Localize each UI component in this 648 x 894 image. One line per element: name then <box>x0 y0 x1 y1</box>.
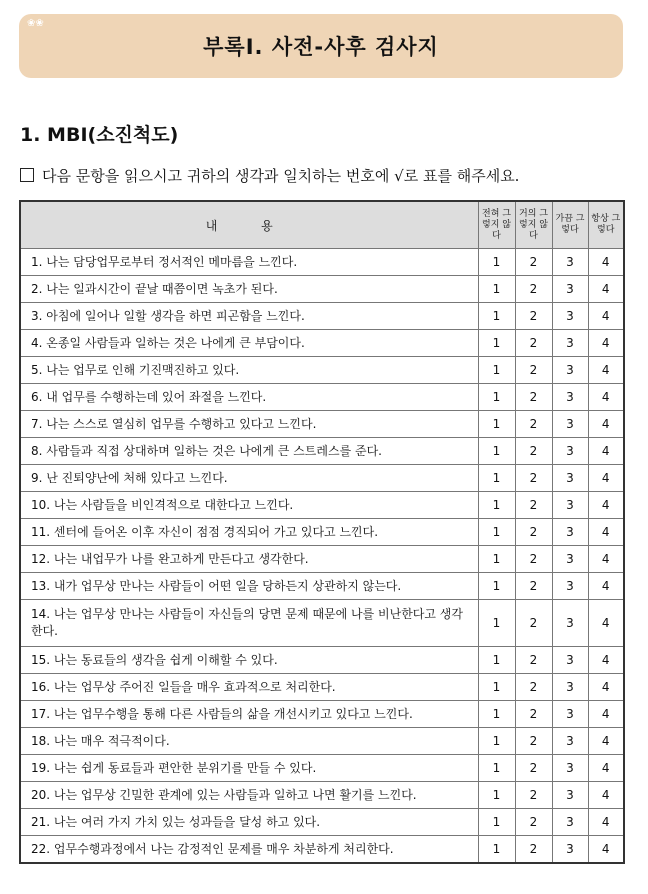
answer-option[interactable]: 3 <box>552 674 588 701</box>
answer-option[interactable]: 4 <box>588 519 624 546</box>
answer-option[interactable]: 1 <box>478 600 515 647</box>
answer-option[interactable]: 3 <box>552 519 588 546</box>
question-text: 5. 나는 업무로 인해 기진맥진하고 있다. <box>20 357 478 384</box>
section-title: 1. MBI(소진척도) <box>20 124 179 146</box>
question-text: 9. 난 진퇴양난에 처해 있다고 느낀다. <box>20 465 478 492</box>
answer-option[interactable]: 4 <box>588 573 624 600</box>
question-text: 8. 사람들과 직접 상대하며 일하는 것은 나에게 큰 스트레스를 준다. <box>20 438 478 465</box>
question-text: 22. 업무수행과정에서 나는 감정적인 문제를 매우 차분하게 처리한다. <box>20 836 478 864</box>
answer-option[interactable]: 3 <box>552 411 588 438</box>
table-row <box>20 674 624 701</box>
answer-option[interactable]: 4 <box>588 546 624 573</box>
answer-option[interactable]: 2 <box>515 573 552 600</box>
title-banner <box>19 14 623 78</box>
answer-option[interactable]: 3 <box>552 357 588 384</box>
answer-option[interactable]: 3 <box>552 728 588 755</box>
answer-option[interactable]: 4 <box>588 674 624 701</box>
answer-option[interactable]: 3 <box>552 330 588 357</box>
question-text: 6. 내 업무를 수행하는데 있어 좌절을 느낀다. <box>20 384 478 411</box>
answer-option[interactable]: 4 <box>588 701 624 728</box>
answer-option[interactable]: 3 <box>552 303 588 330</box>
question-text: 10. 나는 사람들을 비인격적으로 대한다고 느낀다. <box>20 492 478 519</box>
table-row <box>20 728 624 755</box>
answer-option[interactable]: 1 <box>478 492 515 519</box>
answer-option[interactable]: 4 <box>588 384 624 411</box>
answer-option[interactable]: 4 <box>588 357 624 384</box>
answer-option[interactable]: 3 <box>552 809 588 836</box>
table-row <box>20 249 624 276</box>
content-header: 내 용 <box>20 201 478 249</box>
answer-option[interactable]: 4 <box>588 249 624 276</box>
question-text: 7. 나는 스스로 열심히 업무를 수행하고 있다고 느낀다. <box>20 411 478 438</box>
table-row <box>20 600 624 647</box>
answer-option[interactable]: 4 <box>588 600 624 647</box>
answer-option[interactable]: 1 <box>478 809 515 836</box>
table-row <box>20 276 624 303</box>
question-text: 18. 나는 매우 적극적이다. <box>20 728 478 755</box>
answer-option[interactable]: 2 <box>515 809 552 836</box>
checkbox-icon <box>20 168 34 182</box>
answer-option[interactable]: 2 <box>515 519 552 546</box>
answer-option[interactable]: 1 <box>478 357 515 384</box>
answer-option[interactable]: 1 <box>478 384 515 411</box>
answer-option[interactable]: 1 <box>478 728 515 755</box>
table-row <box>20 782 624 809</box>
answer-option[interactable]: 4 <box>588 782 624 809</box>
question-text: 4. 온종일 사람들과 일하는 것은 나에게 큰 부담이다. <box>20 330 478 357</box>
answer-option[interactable]: 2 <box>515 411 552 438</box>
question-text: 15. 나는 동료들의 생각을 쉽게 이해할 수 있다. <box>20 647 478 674</box>
answer-option[interactable]: 3 <box>552 573 588 600</box>
answer-option[interactable]: 3 <box>552 384 588 411</box>
question-text: 21. 나는 여러 가지 가치 있는 성과들을 달성 하고 있다. <box>20 809 478 836</box>
question-text: 11. 센터에 들어온 이후 자신이 점점 경직되어 가고 있다고 느낀다. <box>20 519 478 546</box>
instruction-text: 다음 문항을 읽으시고 귀하의 생각과 일치하는 번호에 √로 표를 해주세요. <box>42 167 520 185</box>
answer-option[interactable]: 2 <box>515 357 552 384</box>
answer-option[interactable]: 2 <box>515 701 552 728</box>
answer-option[interactable]: 3 <box>552 836 588 864</box>
answer-option[interactable]: 4 <box>588 330 624 357</box>
answer-option[interactable]: 1 <box>478 303 515 330</box>
answer-option[interactable]: 1 <box>478 465 515 492</box>
answer-option[interactable]: 2 <box>515 276 552 303</box>
question-text: 19. 나는 쉽게 동료들과 편안한 분위기를 만들 수 있다. <box>20 755 478 782</box>
answer-option[interactable]: 2 <box>515 674 552 701</box>
question-text: 1. 나는 담당업무로부터 정서적인 메마름을 느낀다. <box>20 249 478 276</box>
table-row <box>20 573 624 600</box>
table-row <box>20 755 624 782</box>
answer-option[interactable]: 2 <box>515 782 552 809</box>
answer-option[interactable]: 4 <box>588 492 624 519</box>
scale-header: 가끔 그렇다 <box>552 201 588 249</box>
answer-option[interactable]: 4 <box>588 728 624 755</box>
answer-option[interactable]: 4 <box>588 438 624 465</box>
table-row <box>20 647 624 674</box>
answer-option[interactable]: 4 <box>588 465 624 492</box>
answer-option[interactable]: 3 <box>552 755 588 782</box>
scale-header: 항상 그렇다 <box>588 201 624 249</box>
question-text: 13. 내가 업무상 만나는 사람들이 어떤 일을 당하든지 상관하지 않는다. <box>20 573 478 600</box>
page-title: 부록Ⅰ. 사전-사후 검사지 <box>203 35 439 59</box>
answer-option[interactable]: 1 <box>478 836 515 864</box>
table-row <box>20 303 624 330</box>
answer-option[interactable]: 4 <box>588 647 624 674</box>
answer-option[interactable]: 1 <box>478 674 515 701</box>
table-row <box>20 546 624 573</box>
answer-option[interactable]: 3 <box>552 249 588 276</box>
answer-option[interactable]: 2 <box>515 303 552 330</box>
answer-option[interactable]: 3 <box>552 701 588 728</box>
answer-option[interactable]: 2 <box>515 600 552 647</box>
instruction <box>20 165 519 186</box>
table-row <box>20 465 624 492</box>
question-text: 20. 나는 업무상 긴밀한 관계에 있는 사람들과 일하고 나면 활기를 느낀다. <box>20 782 478 809</box>
answer-option[interactable]: 1 <box>478 647 515 674</box>
answer-option[interactable]: 2 <box>515 249 552 276</box>
answer-option[interactable]: 1 <box>478 519 515 546</box>
answer-option[interactable]: 3 <box>552 600 588 647</box>
table-row <box>20 330 624 357</box>
question-text: 12. 나는 내업무가 나를 완고하게 만든다고 생각한다. <box>20 546 478 573</box>
table-row <box>20 411 624 438</box>
answer-option[interactable]: 1 <box>478 411 515 438</box>
question-text: 17. 나는 업무수행을 통해 다른 사람들의 삶을 개선시키고 있다고 느낀다. <box>20 701 478 728</box>
table-row <box>20 384 624 411</box>
answer-option[interactable]: 3 <box>552 782 588 809</box>
question-text: 2. 나는 일과시간이 끝날 때쯤이면 녹초가 된다. <box>20 276 478 303</box>
scale-header: 거의 그렇지 않다 <box>515 201 552 249</box>
answer-option[interactable]: 4 <box>588 836 624 864</box>
answer-option[interactable]: 2 <box>515 438 552 465</box>
answer-option[interactable]: 4 <box>588 411 624 438</box>
answer-option[interactable]: 2 <box>515 647 552 674</box>
answer-option[interactable]: 2 <box>515 465 552 492</box>
answer-option[interactable]: 3 <box>552 465 588 492</box>
table-row <box>20 809 624 836</box>
answer-option[interactable]: 1 <box>478 276 515 303</box>
table-row <box>20 701 624 728</box>
answer-option[interactable]: 2 <box>515 836 552 864</box>
answer-option[interactable]: 2 <box>515 384 552 411</box>
scale-header: 전혀 그렇지 않다 <box>478 201 515 249</box>
table-row <box>20 357 624 384</box>
survey-table <box>19 200 625 864</box>
answer-option[interactable]: 4 <box>588 303 624 330</box>
answer-option[interactable]: 4 <box>588 276 624 303</box>
answer-option[interactable]: 2 <box>515 492 552 519</box>
table-header-row <box>20 201 624 249</box>
answer-option[interactable]: 1 <box>478 573 515 600</box>
table-row <box>20 492 624 519</box>
logo-icon: ❀❀ <box>27 18 44 29</box>
table-row <box>20 836 624 864</box>
answer-option[interactable]: 2 <box>515 546 552 573</box>
answer-option[interactable]: 1 <box>478 330 515 357</box>
table-row <box>20 519 624 546</box>
answer-option[interactable]: 4 <box>588 809 624 836</box>
answer-option[interactable]: 1 <box>478 701 515 728</box>
answer-option[interactable]: 1 <box>478 546 515 573</box>
answer-option[interactable]: 1 <box>478 755 515 782</box>
answer-option[interactable]: 3 <box>552 438 588 465</box>
answer-option[interactable]: 2 <box>515 728 552 755</box>
question-text: 3. 아침에 일어나 일할 생각을 하면 피곤함을 느낀다. <box>20 303 478 330</box>
answer-option[interactable]: 4 <box>588 755 624 782</box>
answer-option[interactable]: 1 <box>478 438 515 465</box>
question-text: 16. 나는 업무상 주어진 일들을 매우 효과적으로 처리한다. <box>20 674 478 701</box>
answer-option[interactable]: 3 <box>552 492 588 519</box>
answer-option[interactable]: 3 <box>552 546 588 573</box>
table-row <box>20 438 624 465</box>
answer-option[interactable]: 2 <box>515 755 552 782</box>
answer-option[interactable]: 3 <box>552 647 588 674</box>
answer-option[interactable]: 1 <box>478 249 515 276</box>
answer-option[interactable]: 1 <box>478 782 515 809</box>
answer-option[interactable]: 3 <box>552 276 588 303</box>
question-text: 14. 나는 업무상 만나는 사람들이 자신들의 당면 문제 때문에 나를 비난한다고 생각한다. <box>20 600 478 647</box>
answer-option[interactable]: 2 <box>515 330 552 357</box>
